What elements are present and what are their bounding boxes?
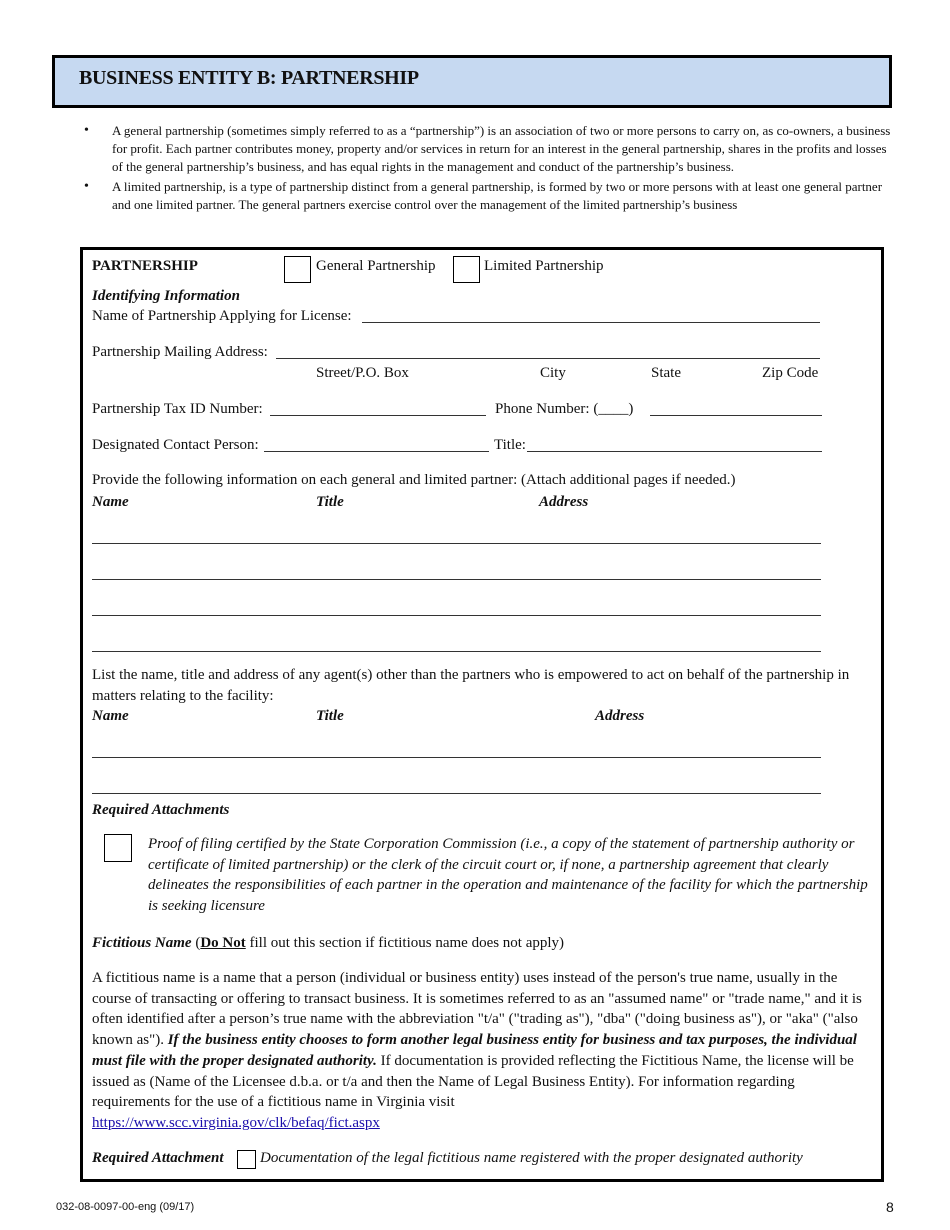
fictitious-name-heading: Fictitious Name (92, 935, 192, 951)
mailing-address-field[interactable] (276, 358, 820, 359)
general-partnership-checkbox[interactable] (284, 256, 311, 283)
intro-bullet-list (84, 122, 894, 216)
agents-col-title: Title (316, 708, 344, 724)
limited-partnership-checkbox[interactable] (453, 256, 480, 283)
fictitious-paragraph (92, 968, 869, 1134)
zip-sublabel: Zip Code (762, 365, 819, 381)
partnership-name-field[interactable] (362, 322, 820, 323)
contact-title-label: Title: (494, 437, 526, 453)
limited-partnership-label: Limited Partnership (484, 258, 604, 274)
fictitious-doc-text: Documentation of the legal fictitious name registered with the proper designated authority (260, 1150, 803, 1166)
bullet-limited-partnership: • A limited partnership, is a type of partnership distinct from a general partnership, is formed by two or more persons with at least one general partner and one limited partner. The general partners exercise control over the management of the limited partnership’s business (84, 178, 894, 214)
fictitious-para-bold: If the business entity chooses to form another legal business entity for business and tax purposes, the individual must file with the proper designated authority. (92, 1032, 857, 1069)
partnership-label: PARTNERSHIP (92, 258, 198, 274)
partner-entry-line[interactable] (92, 615, 821, 616)
fictitious-para-part1: A fictitious name is a name that a person (individual or business entity) uses instead of the person's true name, usually in the course of transacting or offering to transact business. It is sometimes referred to as an "assumed name" or "trade name," and it is often identified after a person’s true name with the abbreviation "t/a" ("trading as"), "dba" ("doing business as"), or "aka" ("also known as"). (92, 970, 862, 1049)
contact-person-label: Designated Contact Person: (92, 437, 259, 453)
proof-of-filing-text: Proof of filing certified by the State Corporation Commission (i.e., a copy of the statement of partnership authority or certificate of limited partnership) or the clerk of the circuit court or, if none, a partnership agreement that clearly delineates the responsibilities of each partner in the operation and maintenance of the facility for which the partnership is seeking licensure (148, 836, 868, 915)
phone-field[interactable] (650, 415, 822, 416)
tax-id-field[interactable] (270, 415, 486, 416)
agent-entry-line[interactable] (92, 793, 821, 794)
phone-label: Phone Number: (____) (495, 401, 634, 417)
mailing-address-label: Partnership Mailing Address: (92, 344, 268, 360)
state-sublabel: State (651, 365, 681, 381)
street-sublabel: Street/P.O. Box (316, 365, 409, 381)
agent-entry-line[interactable] (92, 757, 821, 758)
partners-instruction: Provide the following information on each general and limited partner: (Attach additional pages if needed.) (92, 472, 736, 488)
fictitious-para-part2: If documentation is provided reflecting the Fictitious Name, the license will be issued as (Name of the Licensee d.b.a. or t/a and then the Name of Legal Business Entity). For information regarding requirements for the use of a fictitious name in Virginia visit (92, 1052, 854, 1111)
page-number: 8 (886, 1199, 894, 1215)
general-partnership-label: General Partnership (316, 258, 436, 274)
do-not-emphasis: Do Not (200, 935, 246, 951)
fictitious-paren: ( (191, 935, 201, 951)
partner-entry-line[interactable] (92, 543, 821, 544)
fictitious-note: fill out this section if fictitious name does not apply) (245, 935, 565, 951)
required-attachments-heading: Required Attachments (92, 802, 230, 818)
required-attachment-label: Required Attachment (92, 1150, 224, 1166)
agents-col-name: Name (92, 708, 129, 724)
contact-person-field[interactable] (264, 451, 489, 452)
contact-title-field[interactable] (527, 451, 822, 452)
partners-col-title: Title (316, 494, 344, 510)
identifying-info-heading: Identifying Information (92, 288, 240, 304)
agents-instruction: List the name, title and address of any agent(s) other than the partners who is empowered to act on behalf of the partnership in matters relating to the facility: (92, 667, 850, 704)
city-sublabel: City (540, 365, 566, 381)
section-title-banner (52, 55, 892, 108)
form-code: 032-08-0097-00-eng (09/17) (56, 1201, 195, 1213)
fictitious-name-line (92, 933, 564, 953)
partners-col-name: Name (92, 494, 129, 510)
scc-fictitious-name-link[interactable]: https://www.scc.virginia.gov/clk/befaq/fict.aspx (92, 1114, 380, 1131)
tax-id-label: Partnership Tax ID Number: (92, 401, 263, 417)
section-title: BUSINESS ENTITY B: PARTNERSHIP (79, 67, 419, 89)
fictitious-doc-checkbox[interactable] (237, 1150, 256, 1169)
agents-col-address: Address (595, 708, 645, 724)
bullet-general-partnership: • A general partnership (sometimes simply referred to as a “partnership”) is an association of two or more persons to carry on, as co-owners, a business for profit. Each partner contributes money, property and/or services in return for an interest in the general partnership, shares in the profits and losses of the general partnership’s business, and has equal rights in the management and conduct of the partnership’s business. (84, 122, 894, 176)
proof-of-filing-checkbox[interactable] (104, 834, 132, 862)
partner-entry-line[interactable] (92, 579, 821, 580)
partners-col-address: Address (539, 494, 589, 510)
partnership-name-label: Name of Partnership Applying for License: (92, 308, 352, 324)
partner-entry-line[interactable] (92, 651, 821, 652)
